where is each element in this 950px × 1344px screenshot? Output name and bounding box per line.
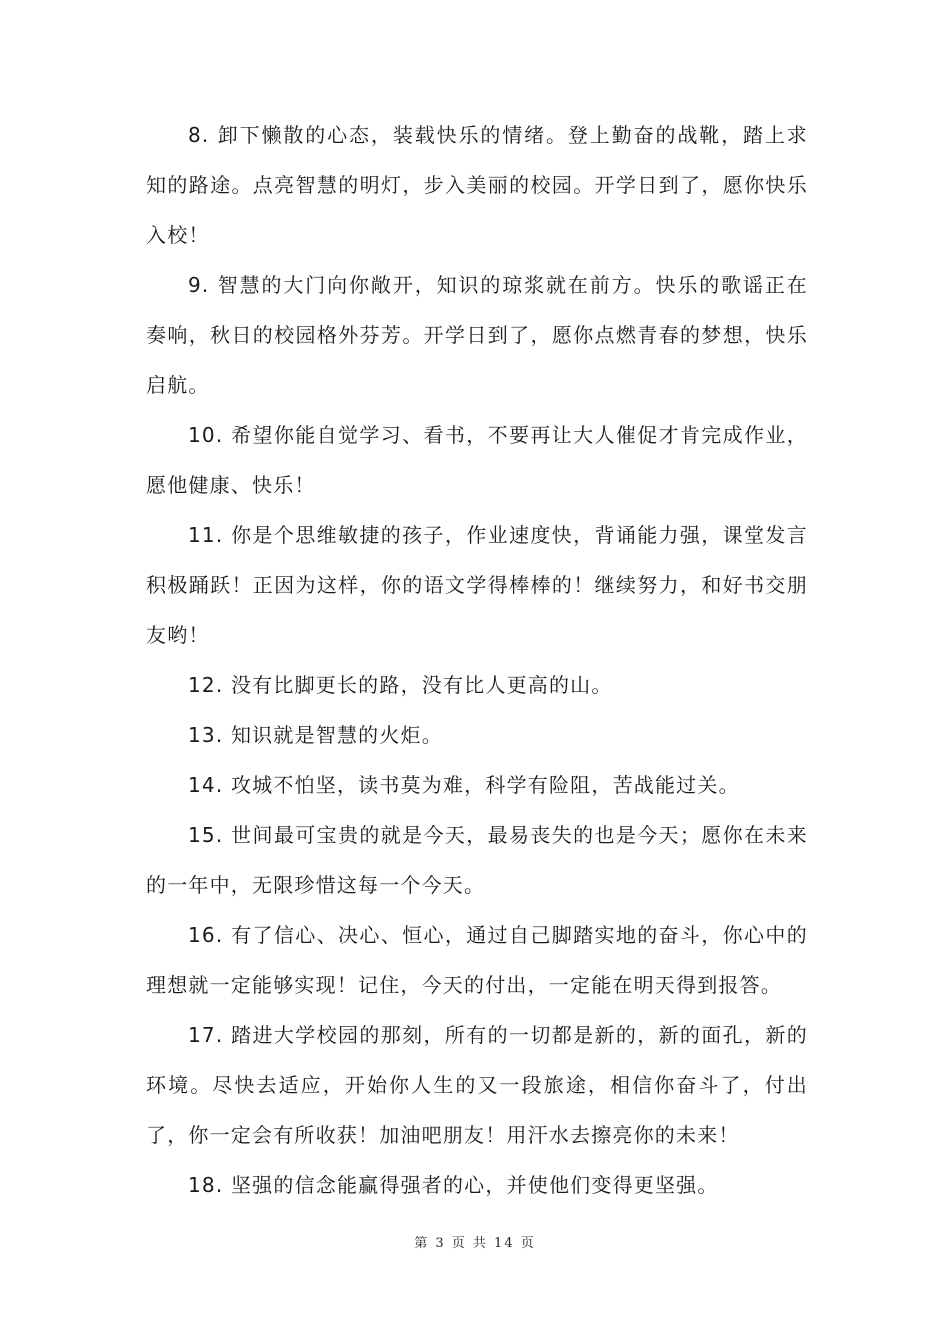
paragraph-15: 15. 世间最可宝贵的就是今天，最易丧失的也是今天；愿你在未来的一年中，无限珍惜这每一个今天。	[146, 823, 808, 897]
paragraph-18: 18. 坚强的信念能赢得强者的心，并使他们变得更坚强。	[188, 1173, 719, 1197]
paragraph-10: 10. 希望你能自觉学习、看书，不要再让大人催促才肯完成作业，愿他健康、快乐！	[146, 423, 808, 497]
paragraph-9: 9. 智慧的大门向你敞开，知识的琼浆就在前方。快乐的歌谣正在奏响，秋日的校园格外芬芳。开学日到了，愿你点燃青春的梦想，快乐启航。	[146, 273, 808, 397]
paragraph-8: 8. 卸下懒散的心态，装载快乐的情绪。登上勤奋的战靴，踏上求知的路途。点亮智慧的明灯，步入美丽的校园。开学日到了，愿你快乐入校！	[146, 123, 808, 247]
paragraph-16: 16. 有了信心、决心、恒心，通过自己脚踏实地的奋斗，你心中的理想就一定能够实现！记住，今天的付出，一定能在明天得到报答。	[146, 923, 808, 997]
paragraph-12: 12. 没有比脚更长的路，没有比人更高的山。	[188, 673, 613, 697]
paragraph-11: 11. 你是个思维敏捷的孩子，作业速度快，背诵能力强，课堂发言积极踊跃！正因为这样，你的语文学得棒棒的！继续努力，和好书交朋友哟！	[146, 523, 808, 647]
paragraph-13: 13. 知识就是智慧的火炬。	[188, 723, 443, 747]
paragraph-17: 17. 踏进大学校园的那刻，所有的一切都是新的，新的面孔，新的环境。尽快去适应，开始你人生的又一段旅途，相信你奋斗了，付出了，你一定会有所收获！加油吧朋友！用汗水去擦亮你的未来！	[146, 1023, 808, 1147]
paragraph-14: 14. 攻城不怕坚，读书莫为难，科学有险阻，苦战能过关。	[188, 773, 740, 797]
document-body	[146, 110, 808, 1210]
page-number-footer: 第 3 页 共 14 页	[414, 1236, 536, 1251]
